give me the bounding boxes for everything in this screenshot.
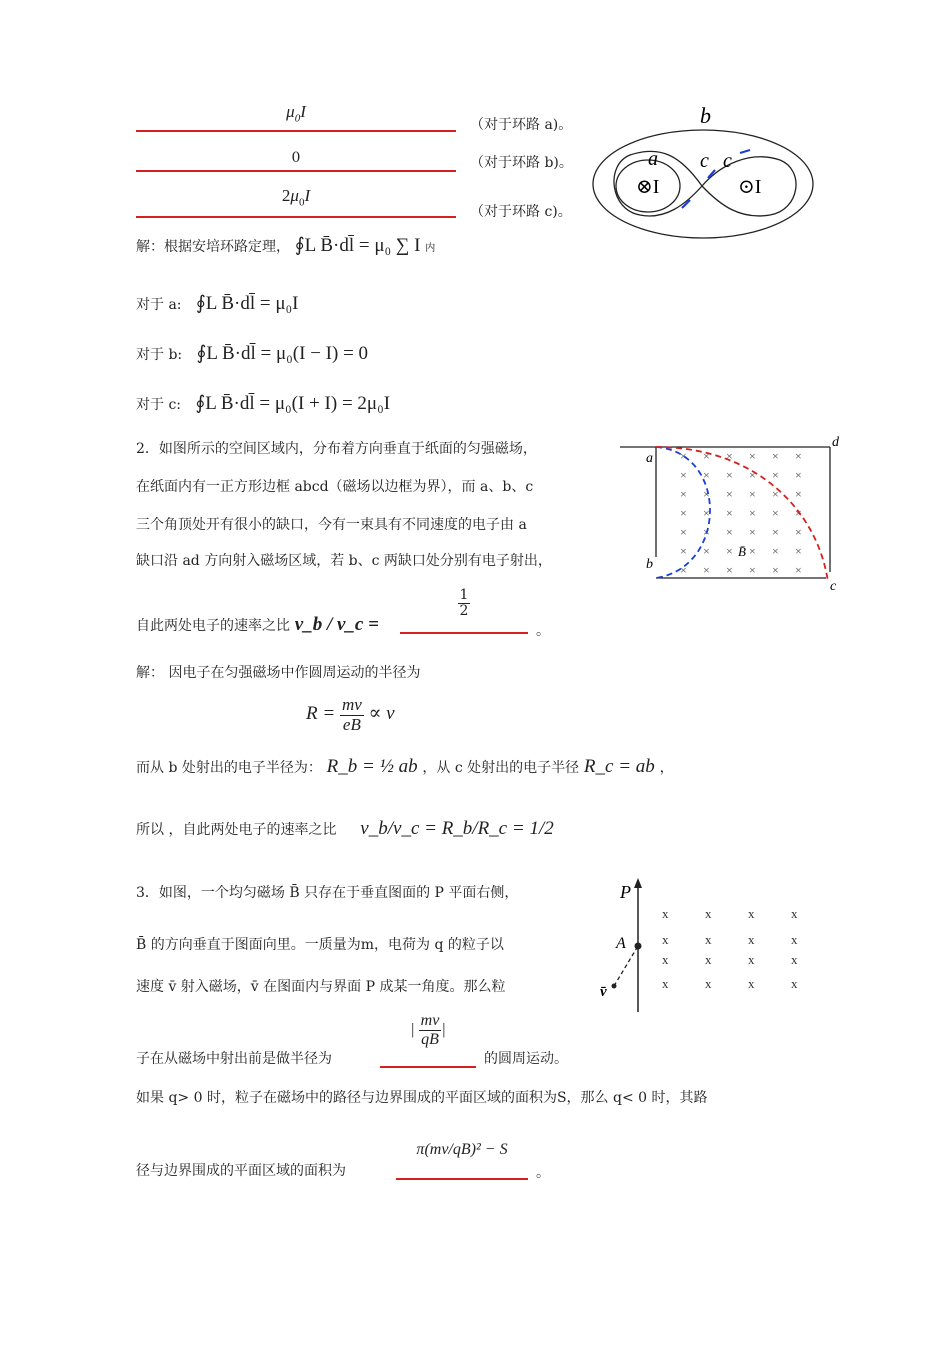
- q2-ratio-line: 自此两处电子的速率之比 v_b / v_c =: [136, 614, 379, 635]
- field-cross: ×: [749, 468, 756, 482]
- q1-loops-figure: [590, 100, 820, 240]
- field-cross: ×: [795, 487, 802, 501]
- q2-radii-line: 而从 b 处射出的电子半径为： R_b = ½ ab ，从 c 处射出的电子半径 R_c = ab ，: [136, 756, 674, 777]
- field-cross: x: [748, 976, 755, 991]
- q2-fig-B: B̄: [738, 544, 746, 559]
- field-cross: ×: [772, 544, 779, 558]
- q1-fig-label-c2: c: [723, 150, 732, 172]
- field-cross: ×: [772, 506, 779, 520]
- field-cross: ×: [749, 506, 756, 520]
- q3-line-2: B̄ 的方向垂直于图面向里。一质量为m，电荷为 q 的粒子以: [136, 937, 504, 953]
- field-cross: x: [791, 906, 798, 921]
- field-cross: ×: [772, 525, 779, 539]
- q3-line-6-suffix: 。: [536, 1165, 550, 1181]
- field-cross: x: [705, 906, 712, 921]
- field-cross: x: [662, 952, 669, 967]
- q2-fig-d: d: [832, 435, 839, 450]
- q2-final-line: 所以 ，自此两处电子的速率之比 v_b/v_c = R_b/R_c = 1/2: [136, 818, 554, 839]
- q2-radius-eq: R = $\frac{mv}{eB}$ ∝ v: [306, 695, 395, 734]
- q1-note-b: （对于环路 b)。: [470, 155, 573, 171]
- field-cross: ×: [680, 468, 687, 482]
- field-cross: ×: [680, 525, 687, 539]
- q1-fig-label-a: a: [648, 148, 658, 170]
- field-cross: ×: [749, 487, 756, 501]
- field-cross: x: [791, 976, 798, 991]
- field-cross: ×: [749, 563, 756, 577]
- q1-case-c: 对于 c: ∮L B̄·dl̄ = μ₀(I + I) = 2μ₀I: [136, 393, 391, 414]
- field-cross: x: [662, 976, 669, 991]
- q1-current-out: ⊙I: [738, 176, 762, 198]
- field-cross: ×: [726, 449, 733, 463]
- field-cross: x: [662, 906, 669, 921]
- sum-subscript: 内: [425, 243, 436, 254]
- field-cross: x: [748, 952, 755, 967]
- field-cross: ×: [795, 544, 802, 558]
- q1-fig-label-b: b: [700, 103, 711, 128]
- q1-answer-b: 0: [136, 148, 456, 172]
- field-cross: ×: [795, 468, 802, 482]
- q1-case-a: 对于 a: ∮L B̄·dl̄ = μ₀I: [136, 293, 299, 314]
- field-cross: ×: [703, 487, 710, 501]
- q3-line-4-suffix: 的圆周运动。: [484, 1051, 568, 1067]
- field-cross: ×: [680, 563, 687, 577]
- field-cross: x: [748, 932, 755, 947]
- q2-fig-a: a: [646, 451, 653, 466]
- q2-square-field-figure: [618, 432, 848, 592]
- q1-note-a: （对于环路 a)。: [470, 117, 573, 133]
- field-cross: x: [791, 932, 798, 947]
- q2-line-3: 三个角顶处开有很小的缺口，今有一束具有不同速度的电子由 a: [136, 517, 527, 533]
- q1-note-c: （对于环路 c)。: [470, 204, 572, 220]
- q3-line-6-prefix: 径与边界围成的平面区域的面积为: [136, 1163, 346, 1179]
- field-cross: ×: [703, 468, 710, 482]
- q2-ratio-suffix: 。: [536, 623, 550, 639]
- field-cross: ×: [772, 563, 779, 577]
- field-cross: ×: [726, 487, 733, 501]
- q2-line-4: 缺口沿 ad 方向射入磁场区域，若 b、c 两缺口处分别有电子射出，: [136, 553, 552, 569]
- field-cross: ×: [680, 449, 687, 463]
- q3-line-4-prefix: 子在从磁场中射出前是做半径为: [136, 1051, 332, 1067]
- q3-line-1: 3．如图，一个均匀磁场 B̄ 只存在于垂直图面的 P 平面右侧，: [136, 885, 519, 901]
- field-cross: ×: [703, 563, 710, 577]
- q3-line-3: 速度 v̄ 射入磁场，v̄ 在图面内与界面 P 成某一角度。那么粒: [136, 979, 506, 995]
- field-cross: ×: [795, 449, 802, 463]
- q3-fig-P: P: [620, 882, 631, 902]
- q2-line-2: 在纸面内有一正方形边框 abcd（磁场以边框为界），而 a、b、c: [136, 479, 534, 495]
- q2-ratio-symbol: v_b / v_c =: [294, 614, 379, 635]
- q3-answer-radius: | $\frac{mv}{qB}$ |: [380, 1012, 476, 1068]
- q3-fig-A: A: [616, 935, 626, 952]
- field-cross: ×: [726, 525, 733, 539]
- field-cross: x: [748, 906, 755, 921]
- q2-answer: $\frac{1}{2}$: [400, 588, 528, 634]
- field-cross: ×: [772, 487, 779, 501]
- q2-fig-b: b: [646, 557, 653, 572]
- field-cross: x: [791, 952, 798, 967]
- field-cross: x: [705, 952, 712, 967]
- field-cross: ×: [749, 449, 756, 463]
- q1-current-in: ⊗I: [636, 176, 660, 198]
- field-cross: ×: [795, 506, 802, 520]
- field-cross: ×: [749, 544, 756, 558]
- field-cross: x: [705, 932, 712, 947]
- field-cross: ×: [772, 449, 779, 463]
- field-cross: ×: [726, 468, 733, 482]
- field-cross: ×: [772, 468, 779, 482]
- q3-answer-area: π(mv/qB)² − S: [396, 1128, 528, 1180]
- q2-line-1: 2．如图所示的空间区域内，分布着方向垂直于纸面的匀强磁场，: [136, 441, 537, 457]
- ampere-law-eq: ∮L B̄·dl̄ = μ₀ ∑ I: [294, 235, 421, 256]
- q3-line-5: 如果 q> 0 时，粒子在磁场中的路径与边界围成的平面区域的面积为S，那么 q< 0 时，其路: [136, 1090, 708, 1106]
- field-cross: ×: [680, 487, 687, 501]
- field-cross: ×: [726, 563, 733, 577]
- field-cross: ×: [703, 544, 710, 558]
- field-cross: ×: [749, 525, 756, 539]
- q1-fig-label-c1: c: [700, 150, 709, 172]
- q1-answer-a: $\mu_0I$: [136, 102, 456, 132]
- field-cross: ×: [726, 506, 733, 520]
- q3-boundary-figure: [596, 876, 816, 1016]
- q3-fig-v: v̄: [600, 984, 607, 1000]
- field-cross: ×: [795, 525, 802, 539]
- field-cross: ×: [703, 525, 710, 539]
- q1-case-b: 对于 b: ∮L B̄·dl̄ = μ₀(I − I) = 0: [136, 343, 369, 364]
- field-cross: ×: [680, 506, 687, 520]
- q3-field-crosses: [662, 906, 798, 991]
- field-cross: ×: [680, 544, 687, 558]
- field-cross: ×: [703, 506, 710, 520]
- q2-solution-line: 解： 因电子在匀强磁场中作圆周运动的半径为: [136, 665, 421, 681]
- field-cross: ×: [726, 544, 733, 558]
- field-cross: ×: [795, 563, 802, 577]
- field-cross: x: [705, 976, 712, 991]
- q1-solution-intro: 解：根据安培环路定理， ∮L B̄·dl̄ = μ₀ ∑ I 内: [136, 235, 436, 256]
- q1-answer-c: $2\mu_0I$: [136, 186, 456, 218]
- field-cross: ×: [703, 449, 710, 463]
- field-cross: x: [662, 932, 669, 947]
- q2-fig-c: c: [830, 579, 837, 592]
